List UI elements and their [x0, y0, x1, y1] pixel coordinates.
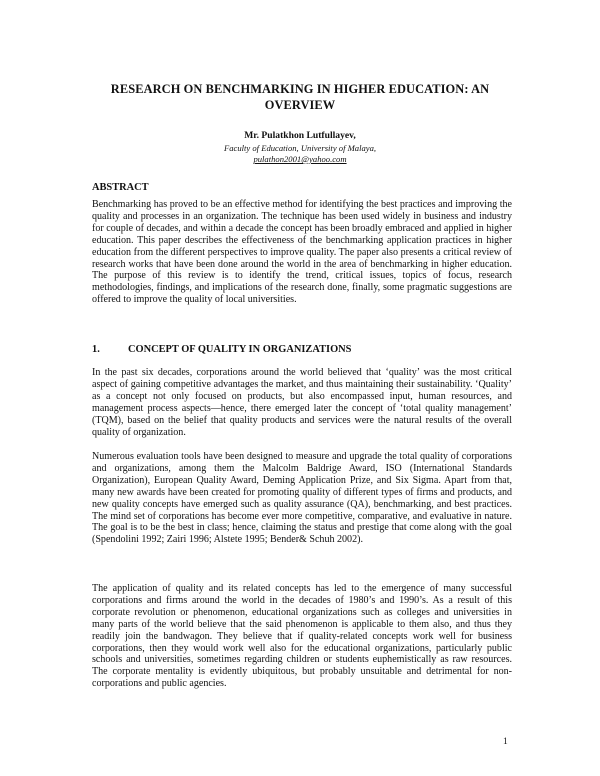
abstract-heading: ABSTRACT — [92, 182, 149, 193]
section-1-paragraph-2: Numerous evaluation tools have been designed to measure and upgrade the total quality of corporations and organizations, among them the Malcolm Baldrige Award, ISO (International Standards Organization), European Quality Award, Deming Application Prize, and Six Sigma. Apart from that, many new awards have been created for promoting quality of different types of firms and products, and new quality concepts have emerged such as quality assurance (QA), benchmarking, and best practices. The mind set of corporations has become ever more competitive, comparative, and evaluative in nature. The goal is to be the best in class; hence, claiming the status and prestige that come along with the goal (Spendolini 1992; Zairi 1996; Alstete 1995; Bender& Schuh 2002). — [92, 451, 512, 546]
section-1-paragraph-1: In the past six decades, corporations around the world believed that ‘quality’ was the most critical aspect of gaining competitive advantages the market, and thus maintaining their sustainability. ‘Quality’ as a concept not only focused on products, but also encompassed input, human resources, and management process aspects—hence, there emerged later the concept of ‘total quality management’ (TQM), based on the belief that quality products and services were the natural results of the overall quality of organization. — [92, 367, 512, 438]
author-affiliation: Faculty of Education, University of Malaya, — [223, 143, 377, 153]
abstract-text: Benchmarking has proved to be an effective method for identifying the best practices and improving the quality and processes in an organization. The technique has been used widely in business and industry for couple of decades, and within a decade the concept has been broadly embraced and applied in higher education. This paper describes the effectiveness of the benchmarking application practices in higher education from the different perspectives to improve quality. The paper also presents a critical review of research works that have been done around the world in the area of benchmarking in higher education. The purpose of this review is to identify the trend, critical issues, topics of focus, research methodologies, findings, and implications of the research done, finally, some pragmatic suggestions are offered to improve the quality of local universities. — [92, 199, 512, 306]
author-name: Mr. Pulatkhon Lutfullayev, — [244, 130, 356, 141]
author-email[interactable]: pulathon2001@yahoo.com — [253, 154, 347, 164]
section-1-heading — [92, 343, 351, 356]
section-1-paragraph-3: The application of quality and its related concepts has led to the emergence of many successful corporations and firms around the world in the decades of 1980’s and 1990’s. As a result of this corporate revolution or phenomenon, educational organizations such as colleges and universities in many parts of the world believe that the said phenomenon is applicable to them also, and thus they readily join the bandwagon. They believe that if quality-related concepts work well for business corporations, then they would work well also for the educational organizations, particularly public schools and universities, sometimes regarding children or students euphemistically as raw resources. The corporate mentality is evidently ubiquitous, but probably unsuitable and detrimental for non-corporations and public agencies. — [92, 583, 512, 690]
section-number: 1. — [92, 344, 100, 355]
paper-title: RESEARCH ON BENCHMARKING IN HIGHER EDUCATION: AN OVERVIEW — [110, 82, 490, 112]
page-number: 1 — [503, 737, 508, 747]
section-title: CONCEPT OF QUALITY IN ORGANIZATIONS — [128, 344, 352, 355]
